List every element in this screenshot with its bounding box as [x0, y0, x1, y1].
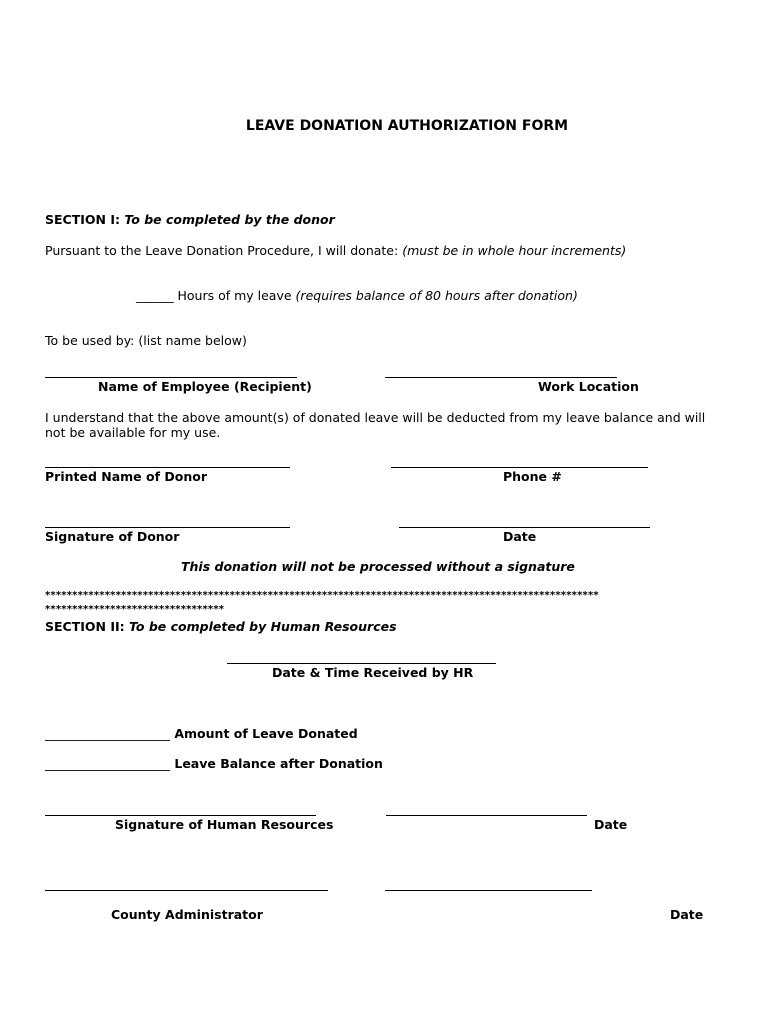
hours-text: Hours of my leave: [177, 288, 292, 303]
printed-name-label: Printed Name of Donor: [45, 469, 208, 484]
section-1-heading: [45, 214, 335, 227]
pursuant-text: Pursuant to the Leave Donation Procedure, I will donate:: [45, 243, 399, 258]
hr-date-label: Date: [594, 817, 628, 832]
county-date-label: Date: [670, 907, 704, 922]
pursuant-note: (must be in whole hour increments): [402, 243, 627, 258]
section-2-heading: [45, 621, 397, 634]
used-by-label: To be used by: (list name below): [45, 333, 247, 348]
county-admin-line[interactable]: [45, 890, 328, 891]
balance-blank[interactable]: ____________________: [45, 756, 170, 771]
hours-note: (requires balance of 80 hours after donation): [295, 288, 578, 303]
signature-notice: This donation will not be processed without a signature: [181, 559, 575, 574]
amount-label: Amount of Leave Donated: [174, 726, 358, 741]
county-date-line[interactable]: [385, 890, 592, 891]
county-admin-label: County Administrator: [111, 907, 263, 922]
pursuant-statement: [45, 245, 626, 258]
section-2-prefix: SECTION II:: [45, 619, 125, 634]
recipient-name-line[interactable]: [45, 377, 297, 378]
hours-blank[interactable]: ______: [136, 288, 174, 303]
work-location-label: Work Location: [538, 379, 639, 394]
balance-label: Leave Balance after Donation: [174, 756, 383, 771]
hr-date-line[interactable]: [386, 815, 587, 816]
donor-signature-line[interactable]: [45, 527, 290, 528]
donor-date-label: Date: [503, 529, 537, 544]
section-1-prefix: SECTION I:: [45, 212, 120, 227]
amount-blank[interactable]: ____________________: [45, 726, 170, 741]
hr-signature-label: Signature of Human Resources: [115, 817, 334, 832]
section-1-subtitle: To be completed by the donor: [124, 212, 335, 227]
star-divider-line-2: *********************************: [45, 605, 225, 615]
amount-donated-row: [45, 728, 358, 741]
leave-balance-row: [45, 758, 383, 771]
phone-line[interactable]: [391, 467, 648, 468]
received-label: Date & Time Received by HR: [272, 665, 474, 680]
work-location-line[interactable]: [385, 377, 617, 378]
section-2-subtitle: To be completed by Human Resources: [129, 619, 397, 634]
star-divider-line-1: ******************************************************************************************************: [45, 591, 599, 601]
received-line[interactable]: [227, 663, 496, 664]
hr-signature-line[interactable]: [45, 815, 316, 816]
understand-paragraph: I understand that the above amount(s) of donated leave will be deducted from my leave balance and will not be available for my use.: [45, 410, 706, 440]
printed-name-line[interactable]: [45, 467, 290, 468]
phone-label: Phone #: [503, 469, 562, 484]
donor-signature-label: Signature of Donor: [45, 529, 180, 544]
donor-date-line[interactable]: [399, 527, 650, 528]
form-title: LEAVE DONATION AUTHORIZATION FORM: [245, 118, 569, 134]
hours-statement: [136, 290, 578, 303]
recipient-label: Name of Employee (Recipient): [98, 379, 312, 394]
